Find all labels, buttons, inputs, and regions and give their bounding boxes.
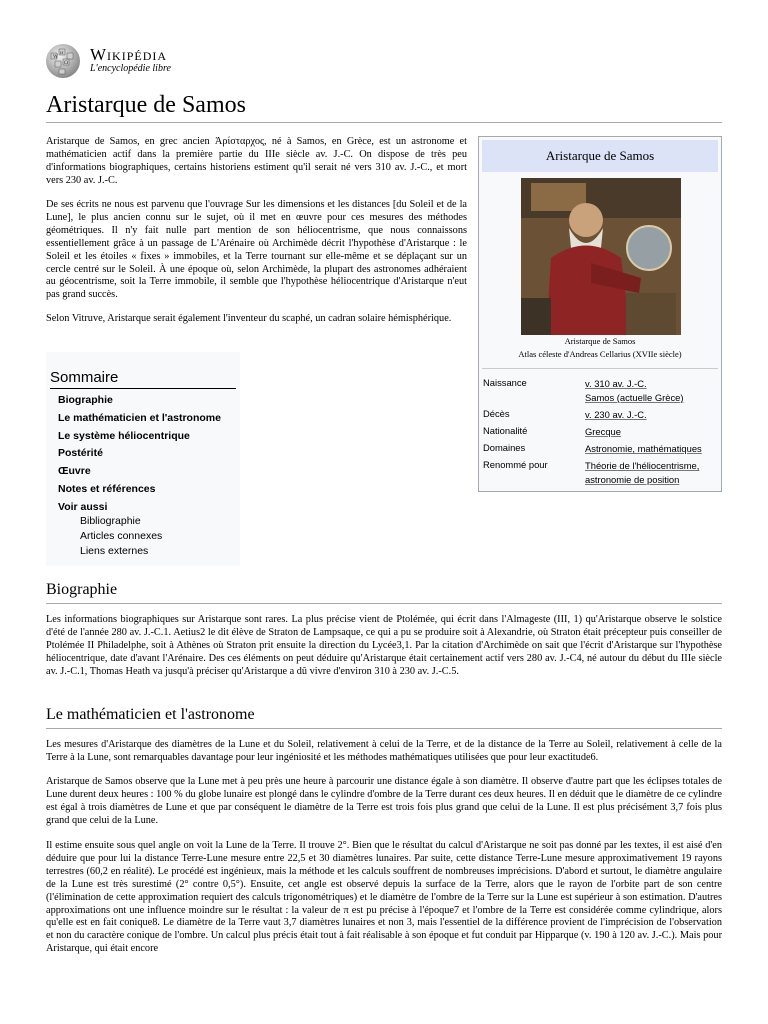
- biographie-paragraph: Les informations biographiques sur Aristarque sont rares. La plus précise vient de Ptolémée, qui écrit dans l'Almageste (III, 1) qu'Aristarque observe le solstice d'été de l'année 280 av. J.-C.1. Aetius2 le dit élève de Straton de Lampsaque, ce qui a pu se produire soit à Alexandrie, où Straton était précepteur puis conseiller de Ptolémée II Philadelphe, soit à Athènes où Straton prit ensuite la direction du Lycée3,1. Par la citation d'Archimède on sait que l'écrit d'Aristarque sur l'hypothèse héliocentrique, date d'avant l'Arénaire. Des ces éléments on peut déduire qu'Aristarque était certainement actif vers 280 av. J.-C4, né autour du début du IIIe siècle av. J.-C.1, Thomas Heath va jusqu'à préciser qu'Aristarque a dû vivre d'environ 310 à 230 av. J.-C.5.: [46, 614, 722, 677]
- svg-text:И: И: [60, 50, 64, 55]
- heliocentrism-link[interactable]: Théorie de l'héliocentrisme,: [585, 460, 700, 471]
- toc-item-mathematicien[interactable]: Le mathématicien et l'astronome: [58, 412, 221, 424]
- toc-subitem-bibliographie[interactable]: Bibliographie: [80, 515, 141, 527]
- domains-link[interactable]: Astronomie, mathématiques: [585, 443, 702, 454]
- death-date-link[interactable]: v. 230 av. J.-C.: [585, 409, 647, 420]
- section-divider: [46, 603, 722, 604]
- toc-subitem-articles[interactable]: Articles connexes: [80, 530, 163, 542]
- infobox-label: Naissance: [483, 377, 527, 388]
- infobox: [478, 136, 722, 492]
- section-heading-mathematicien: Le mathématicien et l'astronome: [46, 706, 255, 723]
- infobox-divider: [482, 368, 718, 369]
- section-heading-biographie: Biographie: [46, 581, 118, 598]
- nationality-link[interactable]: Grecque: [585, 426, 621, 437]
- image-caption-title: Aristarque de Samos: [564, 336, 636, 346]
- mathematicien-paragraph-2: Aristarque de Samos observe que la Lune met à peu près une heure à parcourir une distance égale à son diamètre. Il observe d'autre part que les éclipses totales de Lune durent deux heures : 100 % du globe lunaire est plongé dans le cylindre d'ombre de la Terre durant ces deux heures. Il en déduit que le diamètre de ce cylindre est égal à trois diamètres de Lune et que par conséquent le diamètre de la Terre est trois fois plus grand que celui de la Lune. Il est plus précisément 3,7 fois plus grand que celui de la Lune.: [46, 776, 722, 826]
- intro-paragraph-1: Aristarque de Samos, en grec ancien Ἀρίσταρχος, né à Samos, en Grèce, est un astronome et mathématicien actif dans la première partie du IIIe siècle av. J.-C. On dispose de très peu d'informations biographiques, certains historiens estiment qu'il serait né vers 310 av. J.-C., et mort vers 230 av. J.-C.: [46, 136, 467, 186]
- toc-item-oeuvre[interactable]: Œuvre: [58, 465, 91, 477]
- page-title: Aristarque de Samos: [46, 92, 246, 118]
- infobox-label: Nationalité: [483, 425, 528, 436]
- infobox-title: Aristarque de Samos: [482, 140, 718, 172]
- portrait-image[interactable]: [521, 178, 681, 335]
- birth-date-link[interactable]: v. 310 av. J.-C.: [585, 378, 647, 389]
- infobox-label: Domaines: [483, 442, 526, 453]
- table-of-contents: [46, 352, 240, 566]
- section-divider: [46, 728, 722, 729]
- toc-item-biographie[interactable]: Biographie: [58, 394, 113, 406]
- infobox-label: Décès: [483, 408, 510, 419]
- toc-item-voir-aussi[interactable]: Voir aussi: [58, 501, 108, 513]
- infobox-label: Renommé pour: [483, 459, 548, 470]
- title-divider: [46, 122, 722, 123]
- mathematicien-paragraph-1: Les mesures d'Aristarque des diamètres de la Lune et du Soleil, relativement à celui de la Terre, et de la distance de la Terre au Soleil, relativement à celle de la Terre à la Lune, sont remarquables davantage pour leur ingéniosité et les méthodes mathématiques utilisées que pour leur exactitude6.: [46, 739, 722, 763]
- svg-text:Ω: Ω: [64, 60, 69, 66]
- image-caption-source: Atlas céleste d'Andreas Cellarius (XVIIe siècle): [518, 349, 682, 359]
- birthplace-link[interactable]: Samos (actuelle Grèce): [585, 392, 684, 403]
- toc-title: Sommaire: [50, 369, 119, 386]
- toc-subitem-liens[interactable]: Liens externes: [80, 545, 149, 557]
- positional-astronomy-link[interactable]: astronomie de position: [585, 474, 680, 485]
- mathematicien-paragraph-3: Il estime ensuite sous quel angle on voit la Lune de la Terre. Il trouve 2°. Bien que le résultat du calcul d'Aristarque ne soit pas donné par les textes, il est aisé d'en déduire que pour lui la distance Terre-Lune mesure entre 22,5 et 30 diamètres lunaires. Par suite, cette distance Terre-Lune mesure approximativement 19 rayons terrestres (60,2 en réalité). Le procédé est ingénieux, mais la méthode et les calculs souffrent de nombreuses imprécisions. D'abord et surtout, le diamètre angulaire de la Lune est très surestimé (2° contre 0,5°). Ensuite, cet angle est observé depuis la surface de la Terre, alors que le rayon de l'orbite part de son centre (l'élimination de cette approximation requiert des calculs trigonométriques) et le diamètre de l'ombre de la Terre sur la Lune est supérieur à son estimation. D'autres approximations ont une influence moindre sur le résultat : la valeur de π est pu précise à l'époque7 et l'ombre de la Terre est considérée comme cylindrique, alors qu'elle est en fait conique8. Le diamètre de la Terre vaut 3,7 diamètres lunaires et non 3, mais l'essentiel de la différence provient de l'imprécision de l'observation et non du caractère conique de l'ombre. Un calcul plus précis était tout à fait réalisable à son époque et fut conduit par Hipparque (v. 190 à 120 av. J.-C.). Mais pour Aristarque, qui était encore: [46, 840, 722, 955]
- svg-text:W: W: [53, 54, 59, 60]
- globe-icon: [45, 43, 81, 79]
- intro-paragraph-3: Selon Vitruve, Aristarque serait également l'inventeur du scaphé, un cadran solaire hémisphérique.: [46, 313, 452, 324]
- toc-divider: [50, 388, 236, 389]
- infobox-value: [585, 459, 721, 487]
- site-tagline: L'encyclopédie libre: [90, 63, 171, 74]
- infobox-value: [585, 377, 721, 405]
- toc-item-notes[interactable]: Notes et références: [58, 483, 156, 495]
- wikipedia-logo[interactable]: [45, 43, 265, 79]
- toc-item-systeme[interactable]: Le système héliocentrique: [58, 430, 190, 442]
- site-name: Wikipédia: [90, 45, 168, 64]
- toc-item-posterite[interactable]: Postérité: [58, 447, 103, 459]
- intro-paragraph-2: De ses écrits ne nous est parvenu que l'ouvrage Sur les dimensions et les distances [du Soleil et de la Lune], le plus ancien connu sur le sujet, où il met en œuvre pour ces mesures des méthodes géométriques. Il n'y fait nulle part mention de son héliocentrisme, que nous connaissons essentiellement grâce à un passage de L'Arénaire où Archimède décrit l'hypothèse d'Aristarque : le Soleil et les étoiles « fixes » immobiles, et la Terre tournant sur elle-même et se déplaçant sur un cercle centré sur le Soleil. À une époque où, selon Archimède, la plupart des astronomes adhéraient au géocentrisme, soit la Terre immobile, il semble que l'hypothèse héliocentrique d'Aristarque n'eut pas grand succès.: [46, 199, 467, 301]
